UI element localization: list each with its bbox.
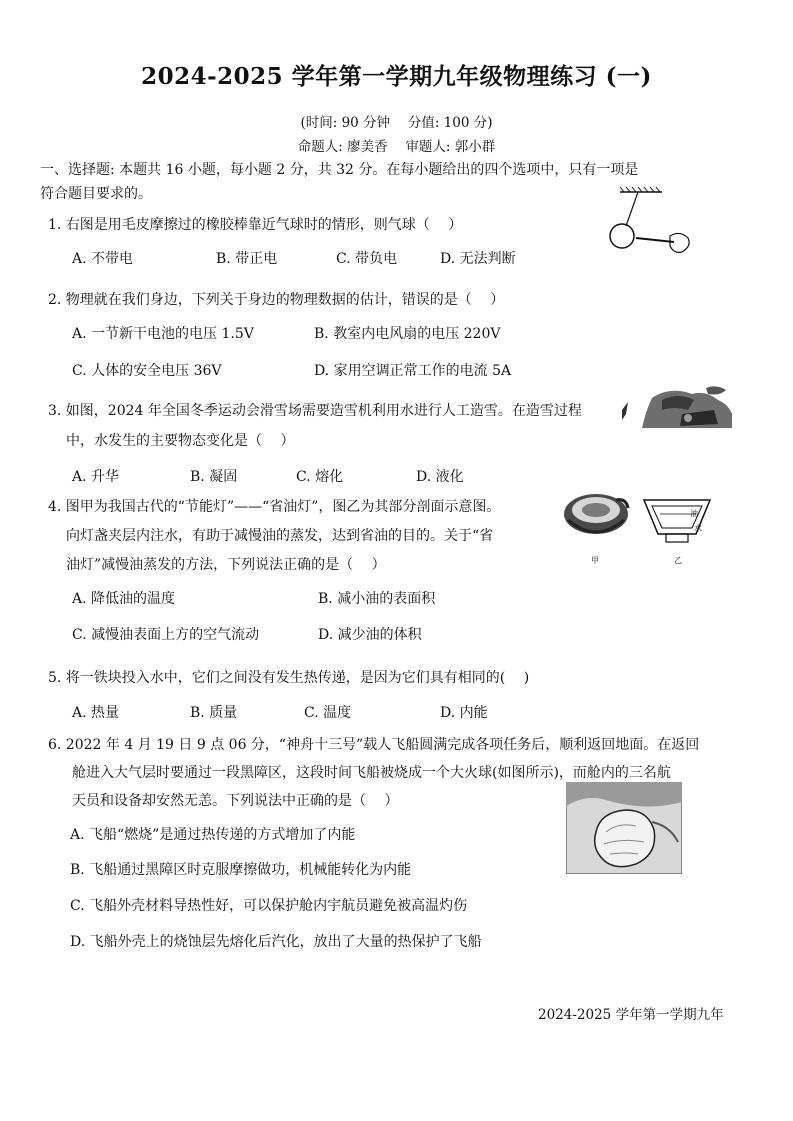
q5-stem: 5. 将一铁块投入水中，它们之间没有发生热传递，是因为它们具有相同的( ) (48, 670, 530, 686)
q4-stem-line1: 4. 图甲为我国古代的“节能灯”——“省油灯”，图乙为其部分剖面示意图。 (48, 499, 501, 515)
capsule-fireball-photo (566, 782, 682, 874)
q1-option-a: A. 不带电 (72, 251, 134, 267)
q4-option-d: D. 减少油的体积 (318, 627, 422, 643)
oil-lamp-photo (560, 490, 632, 552)
q3-option-d: D. 液化 (416, 469, 464, 485)
q1-option-c: C. 带负电 (336, 251, 398, 267)
q6-stem-line1: 6. 2022 年 4 月 19 日 9 点 06 分，“神舟十三号”载人飞船圆满完成各项任务后，顺利返回地面。在返回 (48, 737, 700, 753)
lamp-cross-section-figure (640, 494, 714, 548)
q4-option-a: A. 降低油的温度 (72, 591, 176, 607)
q6-option-b: B. 飞船通过黑障区时克服摩擦做功，机械能转化为内能 (70, 862, 412, 878)
q3-stem-line2: 中，水发生的主要物态变化是（ ） (66, 433, 295, 449)
q5-option-a: A. 热量 (72, 705, 120, 721)
page-footer: 2024-2025 学年第一学期九年 (538, 1007, 724, 1023)
q2-option-b: B. 教室内电风扇的电压 220V (314, 326, 501, 342)
q2-stem: 2. 物理就在我们身边，下列关于身边的物理数据的估计，错误的是（ ） (48, 292, 505, 308)
q6-stem-line2: 舱进入大气层时要通过一段黑障区，这段时间飞船被烧成一个大火球(如图所示)，而舱内的三名航 (72, 765, 671, 781)
q5-option-d: D. 内能 (440, 705, 488, 721)
q3-option-c: C. 熔化 (296, 469, 344, 485)
q1-stem: 1. 右图是用毛皮摩擦过的橡胶棒靠近气球时的情形，则气球（ ） (48, 217, 463, 233)
q4-option-c: C. 减慢油表面上方的空气流动 (72, 627, 260, 643)
authors-line: 命题人: 廖美香 审题人: 郭小群 (297, 139, 496, 155)
q6-stem-line3: 天员和设备却安然无恙。下列说法中正确的是（ ） (72, 793, 399, 809)
q3-option-b: B. 凝固 (190, 469, 238, 485)
section-instructions-line1: 一、选择题: 本题共 16 小题，每小题 2 分，共 32 分。在每小题给出的四个选项中，只有一项是 (40, 162, 639, 178)
q2-option-c: C. 人体的安全电压 36V (72, 363, 222, 379)
section-instructions-line2: 符合题目要求的。 (40, 186, 152, 202)
page-title: 2024-2025 学年第一学期九年级物理练习 (一) (141, 63, 652, 90)
fig-label-water: 水 (694, 524, 702, 533)
q1-option-d: D. 无法判断 (440, 251, 516, 267)
q5-option-c: C. 温度 (304, 705, 352, 721)
q2-option-a: A. 一节新干电池的电压 1.5V (72, 326, 254, 342)
q3-option-a: A. 升华 (72, 469, 120, 485)
q4-option-b: B. 减小油的表面积 (318, 591, 436, 607)
snow-machine-photo (622, 380, 734, 428)
fig-label-oil: 油 (690, 509, 698, 518)
q1-option-b: B. 带正电 (216, 251, 278, 267)
q4-stem-line3: 油灯”减慢油蒸发的方法，下列说法正确的是（ ） (66, 557, 386, 573)
q4-stem-line2: 向灯盏夹层内注水，有助于减慢油的蒸发，达到省油的目的。关于“省 (66, 528, 494, 544)
fig-label-yi: 乙 (674, 556, 682, 565)
q5-option-b: B. 质量 (190, 705, 238, 721)
q6-option-c: C. 飞船外壳材料导热性好，可以保护舱内宇航员避免被高温灼伤 (70, 898, 468, 914)
fig-label-jia: 甲 (591, 556, 599, 565)
q3-stem-line1: 3. 如图，2024 年全国冬季运动会滑雪场需要造雪机利用水进行人工造雪。在造雪过程 (48, 403, 582, 419)
q2-option-d: D. 家用空调正常工作的电流 5A (314, 363, 512, 379)
q6-option-a: A. 飞船“燃烧”是通过热传递的方式增加了内能 (70, 827, 356, 843)
q6-option-d: D. 飞船外壳上的烧蚀层先熔化后汽化，放出了大量的热保护了飞船 (70, 934, 482, 950)
time-score-line: (时间: 90 分钟 分值: 100 分) (300, 115, 493, 131)
balloon-rod-figure (600, 186, 696, 266)
